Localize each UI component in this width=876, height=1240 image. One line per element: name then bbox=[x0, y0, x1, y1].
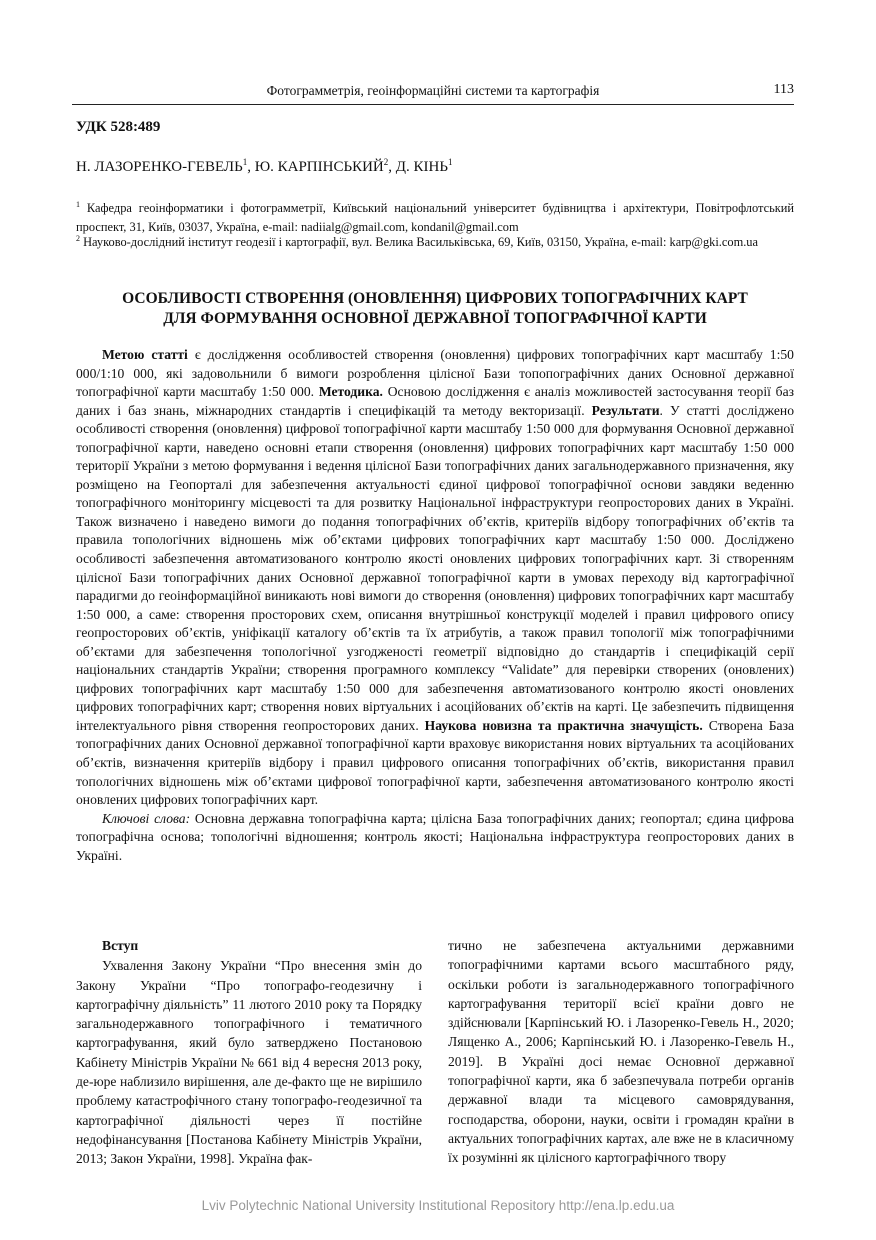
repository-footer: Lviv Polytechnic National University Institutional Repository http://ena.lp.edu.ua bbox=[201, 1198, 675, 1213]
author-affil-marker: 1 bbox=[447, 157, 453, 167]
novelty-text: Створена База топографічних даних Основної державної топографічної карти враховує використання нових віртуальних та асоційованих об’єктів, визначення критеріїв відбору і правил цифрового описання топографічних об’єктів, використання правил топологічних відношень між об’єктами цифрової топографічної карти, забезпечення автоматизованого контролю якості оновлених цифрових топографічних карт. bbox=[76, 717, 794, 808]
author-name: Ю. КАРПІНСЬКИЙ bbox=[254, 159, 384, 175]
author-affil-marker: 2 bbox=[383, 157, 389, 167]
author-name: Н. ЛАЗОРЕНКО-ГЕВЕЛЬ bbox=[76, 159, 243, 175]
author-name: Д. КІНЬ bbox=[395, 159, 448, 175]
affiliation-1 bbox=[76, 199, 794, 236]
results-text: . У статті досліджено особливості створення (оновлення) цифрової топографічної карти масштабу 1:50 000 для формування Основної державної топографічної карти, наведено основні етапи створення (оновлення) цифрових топографічних карт масштабу 1:50 000 території України з метою формування і ведення цілісної Бази топографічних даних загальнодержавного призначення, яку розміщено на Геопорталі для забезпечення актуальності єдиної цифрової топографічної основи завдяки веденню топографічного моніторингу місцевості та для розвитку Національної інфраструктури геопросторових даних в Україні. Також визначено і наведено вимоги до подання топографічних об’єктів, критеріїв відбору топографічних об’єктів та правила топологічних відношень між об’єктами цифрових топографічних карт масштабу 1:50 000. Досліджено особливості забезпечення автоматизованого контролю якості оновлених цифрових топографічних карт. Зі створенням цілісної Бази топографічних даних Основної державної топографічної карти в умовах переходу від картографічної парадигми до геоінформаційної виникають нові вимоги до створення (оновлення) цифрових топографічних карт масштабу 1:50 000, а саме: створення просторових схем, описання внутрішньої конструкції моделей і правил цифрового опису геопросторових об’єктів, уніфікації каталогу об’єктів та їх атрибутів, а також правил топології між топографічними об’єктами для забезпечення топологічної узгодженості геометрії відповідно до стандартів і специфікацій серії національних стандартів України; створення програмного комплексу “Validate” для перевірки створених (оновлених) цифрових топографічних карт масштабу 1:50 000 для забезпечення автоматизованого контролю якості оновлених цифрових топографічних карт; створення нових віртуальних і асоційованих об’єктів на карті. Це забезпечить підвищення інтелектуального рівня створення геопросторових даних. bbox=[76, 402, 794, 733]
affiliation-marker: 1 bbox=[76, 199, 80, 209]
intro-heading: Вступ bbox=[102, 938, 139, 953]
affiliation-text: Кафедра геоінформатики і фотограмметрії, Київський національний університет будівництва і архітектури, Повітрофлотський проспект, 31, Київ, 03037, Україна, e-mail: nadiialg@gmail.com, kondanil@gmail.com bbox=[76, 201, 794, 234]
intro-column-left bbox=[76, 936, 422, 1169]
intro-text-right: тично не забезпечена актуальними державними топографічними картами всього масштабного ряду, оскільки роботи із загальнодержавного топографічного картографування території всієї країни довго не здійснювали [Карпінський Ю. і Лазоренко-Гевель Н., 2020; Лященко А., 2006; Карпінський Ю. і Лазоренко-Гевель Н., 2019]. В Україні досі немає Основної державної топографічної карти, яка б забезпечувала потреби органів державної влади та місцевого самоврядування, господарства, оборони, науки, освіти і громадян країни в актуальних топографічних картах, але вже не в класичному їх розумінні як цілісного картографічного твору bbox=[448, 938, 794, 1166]
method-label: Методика. bbox=[318, 384, 383, 400]
paper-title-line-2: ДЛЯ ФОРМУВАННЯ ОСНОВНОЇ ДЕРЖАВНОЇ ТОПОГРАФІЧНОЇ КАРТИ bbox=[163, 310, 707, 327]
aim-text: є дослідження особливостей створення (оновлення) цифрових топографічних карт масштабу 1:50 000/1:10 000, які задовольнили б вимоги розроблення цілісної Бази топопографічних даних Основної державної топографічної карти масштабу 1:50 000. bbox=[76, 347, 794, 400]
paper-title bbox=[76, 289, 794, 329]
results-label: Результати bbox=[591, 402, 660, 418]
intro-text-left: Ухвалення Закону України “Про внесення змін до Закону України “Про топографо-геодезичну і картографічну діяльність” 11 лютого 2010 року та Порядку загальнодержавного топографічного і тематичного картографування, який було затверджено Постановою Кабінету Міністрів України № 661 від 4 вересня 2013 року, де-юре наблизило вирішення, але де-факто ще не вирішило проблему катастрофічного стану топографо-геодезичної та картографічної діяльності через її постійне недофінансування [Постанова Кабінету Міністрів України, 2013; Закон України, 1998]. Україна фак- bbox=[76, 958, 422, 1167]
author-list: Н. ЛАЗОРЕНКО-ГЕВЕЛЬ$^1$, Ю. КАРПІНСЬКИЙ$^2$, Д. КІНЬ$^1$ bbox=[76, 157, 453, 175]
aim-label: Метою статті bbox=[102, 347, 188, 362]
novelty-label: Наукова новизна та практична значущість. bbox=[424, 717, 703, 733]
running-header bbox=[72, 82, 794, 105]
journal-section-title: Фотограмметрія, геоінформаційні системи та картографія bbox=[266, 83, 600, 98]
method-text: Основою дослідження є аналіз можливостей застосування теорії баз даних і баз знань, міжнародних стандартів і специфікацій та методу векторизації. bbox=[76, 384, 795, 418]
affiliation-marker: 2 bbox=[76, 233, 80, 243]
paper-title-line-1: ОСОБЛИВОСТІ СТВОРЕННЯ (ОНОВЛЕННЯ) ЦИФРОВИХ ТОПОГРАФІЧНИХ КАРТ bbox=[122, 290, 748, 307]
keywords-paragraph bbox=[76, 810, 794, 866]
udk-code: УДК 528:489 bbox=[76, 119, 161, 135]
keywords-text: Основна державна топографічна карта; цілісна База топографічних даних; геопортал; єдина цифрова топографічна основа; топологічні відношення; контроль якості; Національна інфраструктура геопросторових даних в Україні. bbox=[76, 810, 794, 863]
affiliation-text: Науково-дослідний інститут геодезії і картографії, вул. Велика Васильківська, 69, Київ, 03150, Україна, e-mail: karp@gki.com.ua bbox=[80, 235, 759, 249]
intro-column-right bbox=[448, 936, 794, 1168]
abstract-paragraph bbox=[76, 346, 794, 810]
affiliation-2 bbox=[76, 233, 794, 252]
abstract bbox=[76, 346, 794, 865]
page-number: 113 bbox=[773, 82, 794, 97]
author-affil-marker: 1 bbox=[242, 157, 248, 167]
keywords-label: Ключові слова: bbox=[102, 810, 191, 826]
